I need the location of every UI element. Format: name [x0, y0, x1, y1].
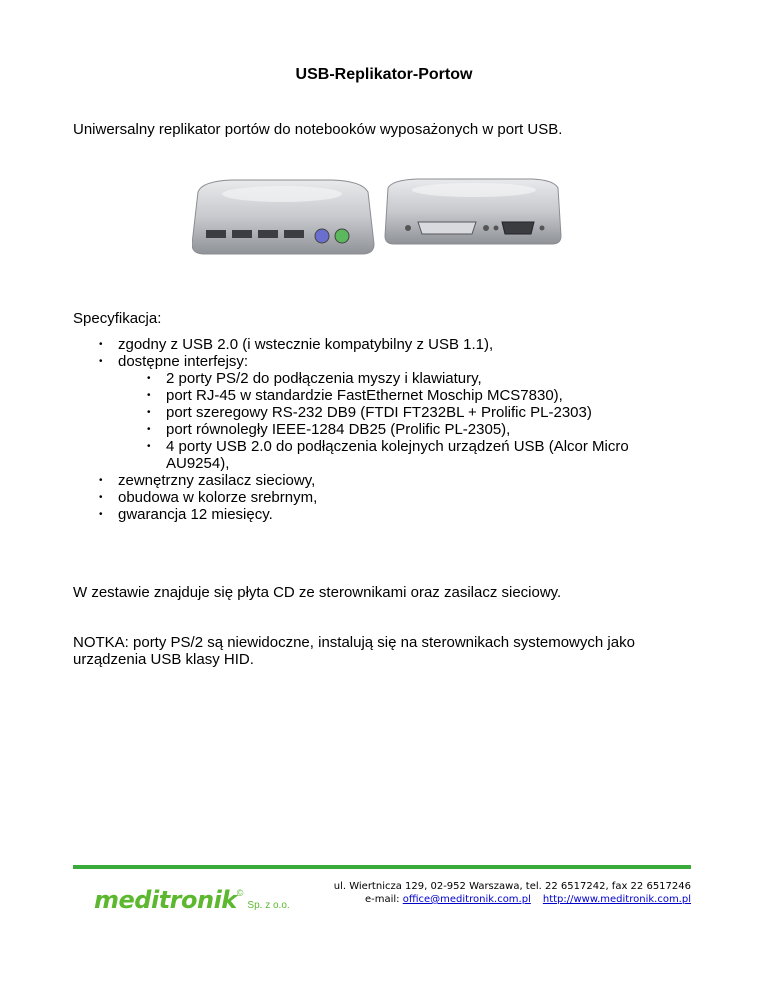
website-link[interactable]: http://www.meditronik.com.pl	[542, 894, 691, 905]
interface-item: • port równoległy IEEE-1284 DB25 (Prolific PL-2305),	[118, 421, 693, 438]
email-link[interactable]: office@meditronik.com.pl	[402, 894, 531, 905]
spec-item-label: dostępne interfejsy:	[118, 353, 249, 370]
interface-item: • port RJ-45 w standardzie FastEthernet Moschip MCS7830),	[118, 387, 693, 404]
interface-item: • 4 porty USB 2.0 do podłączenia kolejnych urządzeń USB (Alcor Micro AU9254),	[118, 438, 693, 472]
logo-copyright-mark: ©	[236, 888, 244, 898]
note-text: NOTKA: porty PS/2 są niewidoczne, instalują się na sterownikach systemowych jako urządzenia USB klasy HID.	[73, 634, 635, 668]
interface-list	[118, 370, 693, 472]
logo-wordmark: meditronik	[94, 886, 237, 914]
spec-item: • zgodny z USB 2.0 (i wstecznie kompatybilny z USB 1.1),	[73, 336, 693, 353]
contact-block	[334, 880, 691, 906]
intro-text: Uniwersalny replikator portów do notebooków wyposażonych w port USB.	[73, 121, 563, 138]
replicator-back-image	[385, 179, 561, 244]
spec-heading: Specyfikacja:	[73, 310, 162, 327]
logo-company-suffix: Sp. z o.o.	[247, 900, 290, 911]
package-contents-text: W zestawie znajduje się płyta CD ze sterownikami oraz zasilacz sieciowy.	[73, 584, 562, 601]
footer-divider	[73, 865, 691, 869]
interface-item: • port szeregowy RS-232 DB9 (FTDI FT232BL + Prolific PL-2303)	[118, 404, 693, 421]
company-logo	[94, 886, 290, 914]
spec-item	[73, 353, 693, 472]
address-line: ul. Wiertnicza 129, 02-952 Warszawa, tel. 22 6517242, fax 22 6517246	[333, 881, 691, 892]
replicator-front-image	[192, 180, 374, 254]
interface-item: • 2 porty PS/2 do podłączenia myszy i klawiatury,	[118, 370, 693, 387]
contact-links	[334, 893, 691, 906]
spec-list	[73, 336, 693, 523]
product-photo	[192, 178, 562, 260]
page-title: USB-Replikator-Portow	[295, 66, 473, 83]
spec-item: • zewnętrzny zasilacz sieciowy,	[73, 472, 693, 489]
spec-item: • gwarancja 12 miesięcy.	[73, 506, 693, 523]
spec-item: • obudowa w kolorze srebrnym,	[73, 489, 693, 506]
email-label: e-mail:	[364, 894, 403, 905]
